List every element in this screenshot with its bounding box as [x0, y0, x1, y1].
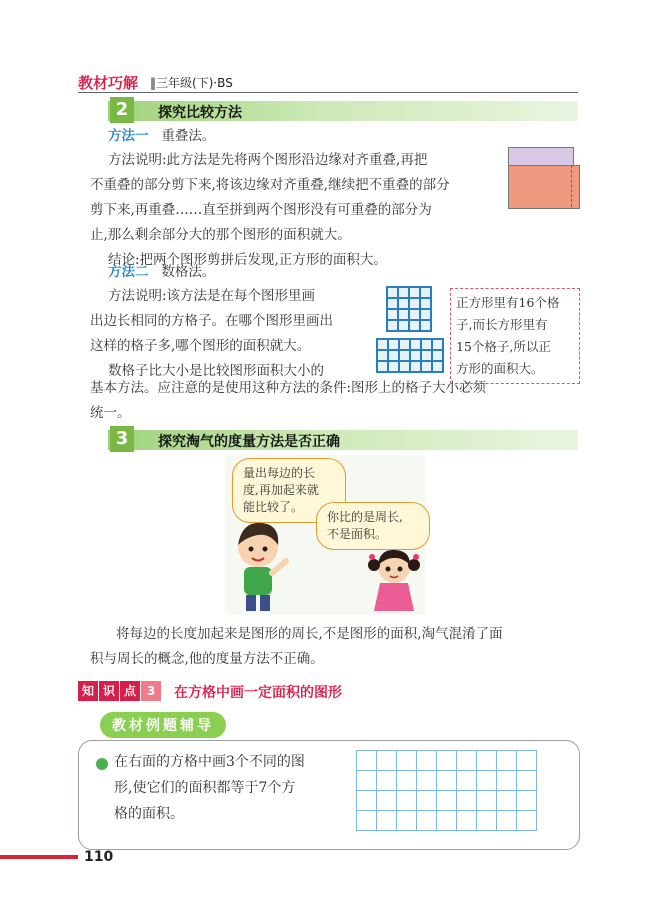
example-guide-pill: 教材例题辅导: [100, 712, 226, 738]
knowledge-point-tag: [78, 680, 162, 701]
header-brand: 教材巧解: [78, 74, 139, 92]
method-1-heading: [108, 124, 215, 149]
kp-char: 识: [99, 681, 119, 701]
boy-speech-line: 量出每边的长: [243, 466, 316, 480]
drawing-grid[interactable]: [356, 750, 537, 831]
method-2-line: 数格子比大小是比较图形面积大小的: [108, 363, 324, 379]
method-1-name: 重叠法。: [161, 128, 216, 144]
method-2-description: [90, 284, 380, 384]
section-3-line: 将每边的长度加起来是图形的周长,不是图形的面积,淘气混淆了面: [116, 626, 503, 642]
method-2-heading: [108, 260, 215, 285]
square-grid-figure: [386, 286, 432, 332]
exercise-text: [114, 749, 354, 827]
exercise-line: 格的面积。: [114, 806, 184, 822]
note-line: 子,而长方形里有: [456, 317, 548, 332]
rectangle-grid-figure: [376, 338, 444, 373]
exercise-line: 形,使它们的面积都等于7个方: [114, 780, 296, 796]
header-subtitle: ‖三年级(下)·BS: [150, 76, 233, 90]
note-line: 方形的面积大。: [456, 361, 544, 376]
girl-speech-bubble: [316, 502, 430, 550]
method-2-line: 这样的格子多,哪个图形的面积就大。: [90, 338, 311, 354]
method-2-name: 数格法。: [161, 264, 216, 280]
note-line: 15个格子,所以正: [456, 339, 551, 354]
overlap-rectangle-figure: [508, 147, 574, 167]
method-1-line: 方法说明:此方法是先将两个图形沿边缘对齐重叠,再把: [108, 152, 428, 168]
grid-count-note: [450, 288, 580, 384]
exercise-line: 在右面的方格中画3个不同的图: [114, 754, 305, 770]
knowledge-point-title: 在方格中画一定面积的图形: [174, 685, 342, 701]
method-1-conclusion: 结论:把两个图形剪拼后发现,正方形的面积大。: [108, 252, 387, 268]
method-1-line: 不重叠的部分剪下来,将该边缘对齐重叠,继续把不重叠的部分: [90, 177, 450, 193]
section-3-line: 积与周长的概念,他的度量方法不正确。: [90, 651, 324, 667]
method-2-line: 出边长相同的方格子。在哪个图形里画出: [90, 313, 333, 329]
method-2-tail-line: 基本方法。应注意的是使用这种方法的条件:图形上的格子大小必须: [90, 380, 487, 396]
section-2-number: 2: [110, 97, 134, 123]
girl-cartoon: [360, 545, 430, 617]
girl-speech-line: 不是面积。: [327, 527, 388, 541]
kp-char: 知: [78, 681, 98, 701]
method-2-label: 方法二: [108, 264, 149, 280]
boy-speech-line: 能比较了。: [243, 500, 304, 514]
section-3-number: 3: [110, 426, 134, 452]
boy-cartoon: [228, 515, 298, 615]
method-2-tail: [90, 376, 580, 426]
section-3-explanation: [90, 622, 580, 672]
section-2-title: 探究比较方法: [158, 105, 242, 121]
overlap-square-figure: [508, 165, 580, 209]
header-divider: [78, 92, 578, 93]
girl-speech-line: 你比的是周长,: [327, 510, 403, 524]
method-1-label: 方法一: [108, 128, 149, 144]
method-1-line: 剪下来,再重叠……直至拼到两个图形没有可重叠的部分为: [90, 202, 432, 218]
section-3-title: 探究淘气的度量方法是否正确: [158, 434, 340, 450]
method-2-tail-line: 统一。: [90, 405, 131, 421]
bullet-dot-icon: [96, 758, 108, 770]
method-1-description: [90, 148, 500, 273]
boy-speech-line: 度,再加起来就: [243, 483, 319, 497]
note-line: 正方形里有16个格: [456, 295, 560, 310]
overlap-cut-line: [571, 165, 572, 207]
page-number-rule: [0, 855, 78, 859]
kp-number: 3: [141, 681, 161, 701]
method-1-line: 止,那么剩余部分大的那个图形的面积就大。: [90, 227, 351, 243]
page-number: 110: [84, 849, 114, 865]
kp-char: 点: [120, 681, 140, 701]
method-2-line: 方法说明:该方法是在每个图形里画: [108, 288, 316, 304]
